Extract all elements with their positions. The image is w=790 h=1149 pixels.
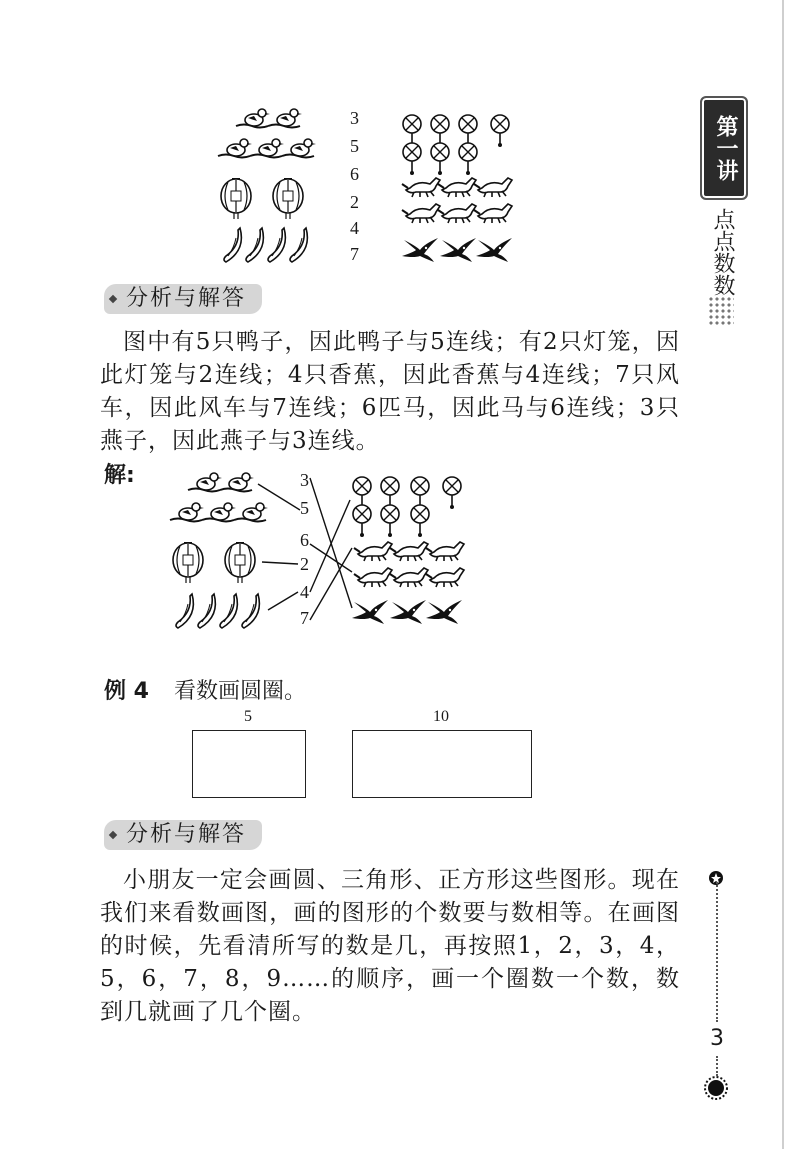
number-label: 3 <box>300 470 309 490</box>
number-label: 6 <box>350 164 359 184</box>
solution-label: 解: <box>104 463 135 488</box>
side-divider <box>716 1056 718 1076</box>
banana-group-top <box>224 228 307 262</box>
box-label: 10 <box>433 708 449 725</box>
number-label: 4 <box>350 218 359 238</box>
number-label: 4 <box>300 582 309 602</box>
drawing-box-10 <box>352 730 532 798</box>
page-number: 3 <box>710 1026 724 1051</box>
number-label: 2 <box>300 554 309 574</box>
number-label: 7 <box>350 244 359 264</box>
pinwheel-group-top <box>403 115 509 175</box>
analysis-paragraph: 图中有5只鸭子，因此鸭子与5连线；有2只灯笼，因此灯笼与2连线；4只香蕉，因此香蕉与4连线；7只风车，因此风车与7连线；6匹马，因此马与6连线；3只燕子，因此燕子与3连线。 <box>100 329 680 454</box>
lantern-group-top <box>221 178 303 219</box>
number-label: 3 <box>350 108 359 128</box>
box-label: 5 <box>244 708 252 725</box>
section-heading: 分析与解答 <box>104 820 262 850</box>
side-divider <box>716 882 718 1022</box>
duck-group-solution <box>170 473 268 522</box>
swallow-group-top <box>402 238 512 262</box>
number-label: 5 <box>350 136 359 156</box>
horse-group-solution <box>354 542 464 587</box>
number-label: 5 <box>300 498 309 518</box>
example-prompt: 看数画圆圈。 <box>174 679 307 704</box>
chapter-title: 点点数数 <box>710 208 735 296</box>
pinwheel-group-solution <box>353 477 461 537</box>
number-label: 6 <box>300 530 309 550</box>
chapter-label: 第一讲 <box>713 115 739 181</box>
swallow-group-solution <box>352 600 462 624</box>
banana-group-solution <box>176 594 259 628</box>
lantern-group-solution <box>173 542 255 583</box>
number-label: 2 <box>350 192 359 212</box>
number-label: 7 <box>300 608 309 628</box>
horse-group-top <box>402 178 512 223</box>
duck-group-top <box>218 109 316 158</box>
example-label: 例 4 <box>104 679 149 704</box>
explanation-paragraph: 小朋友一定会画圆、三角形、正方形这些图形。现在我们来看数画图，画的图形的个数要与数相等。在画图的时候，先看清所写的数是几，再按照1，2，3，4，5，6，7，8，9……的顺序，画一个圈数一个数，数到几就画了几个圈。 <box>100 867 680 1025</box>
sun-ornament-icon <box>705 1077 727 1099</box>
drawing-box-5 <box>192 730 306 798</box>
section-heading: 分析与解答 <box>104 284 262 314</box>
